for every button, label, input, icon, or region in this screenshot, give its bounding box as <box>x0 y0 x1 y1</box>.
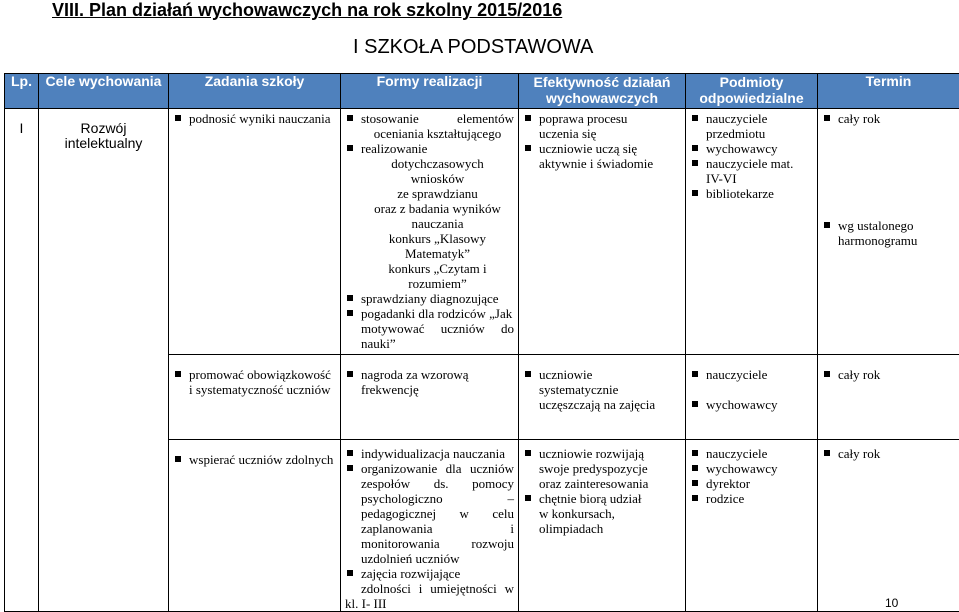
header-efektywnosc-line1: Efektywność działań <box>523 74 681 90</box>
cel-line2: intelektualny <box>43 136 164 151</box>
list-item: nauczyciele <box>690 367 813 382</box>
list-item: frekwencję <box>345 382 514 397</box>
list-item: kl. I- III <box>345 596 514 611</box>
list-item: nauczania <box>345 216 514 231</box>
list-item: w konkursach, <box>523 506 681 521</box>
list-item: i systematyczność uczniów <box>173 382 336 397</box>
list-item: dotychczasowych <box>345 156 514 171</box>
cel-cell <box>39 109 169 612</box>
header-row <box>5 74 959 109</box>
list-item: indywidualizacja nauczania <box>345 446 514 461</box>
header-podmioty-line2: odpowiedzialne <box>690 90 813 106</box>
list-item: pogadanki dla rodziców „Jak <box>345 306 514 321</box>
list-item: systematycznie <box>523 382 681 397</box>
list-item: zajęcia rozwijające <box>345 566 514 581</box>
termin-cell <box>818 440 959 612</box>
table-row <box>5 109 959 355</box>
header-efektywnosc-line2: wychowawczych <box>523 90 681 106</box>
header-podmioty-line1: Podmioty <box>690 74 813 90</box>
list-item: oraz zainteresowania <box>523 476 681 491</box>
list-item: uzdolnień uczniów <box>345 551 514 566</box>
list-item: uczęszczają na zajęcia <box>523 397 681 412</box>
list-item: zespołów ds. pomocy <box>345 476 514 491</box>
cel-line1: Rozwój <box>43 121 164 136</box>
list-item: wychowawcy <box>690 397 813 412</box>
list-item: cały rok <box>822 111 955 126</box>
page-number: 10 <box>885 596 898 610</box>
efektywnosc-cell <box>519 440 686 612</box>
list-item: realizowanie <box>345 141 514 156</box>
header-zadania: Zadania szkoły <box>169 74 341 109</box>
list-item: nauczyciele <box>690 111 813 126</box>
list-item: nauczyciele mat. <box>690 156 813 171</box>
termin-cell <box>818 109 959 355</box>
list-item: chętnie biorą udział <box>523 491 681 506</box>
list-item: ze sprawdzianu <box>345 186 514 201</box>
list-item: nauczyciele <box>690 446 813 461</box>
podmioty-cell <box>686 440 818 612</box>
header-efektywnosc <box>519 74 686 109</box>
podmioty-cell <box>686 355 818 440</box>
efektywnosc-cell <box>519 355 686 440</box>
formy-cell <box>341 440 519 612</box>
list-item: swoje predyspozycje <box>523 461 681 476</box>
list-item: uczniowie rozwijają <box>523 446 681 461</box>
list-item: cały rok <box>822 446 955 461</box>
zadanie-cell <box>169 355 341 440</box>
header-lp: Lp. <box>5 74 39 109</box>
formy-cell <box>341 355 519 440</box>
zadanie-cell <box>169 440 341 612</box>
list-item: uczniowie <box>523 367 681 382</box>
plan-table <box>4 73 959 612</box>
header-termin: Termin <box>818 74 959 109</box>
header-cele: Cele wychowania <box>39 74 169 109</box>
list-item: psychologiczno – <box>345 491 514 506</box>
list-item: dyrektor <box>690 476 813 491</box>
list-item: promować obowiązkowość <box>173 367 336 382</box>
list-item: IV-VI <box>690 171 813 186</box>
list-item: wniosków <box>345 171 514 186</box>
header-podmioty <box>686 74 818 109</box>
list-item: zdolności i umiejętności w <box>345 581 514 596</box>
list-item: wychowawcy <box>690 461 813 476</box>
list-item: aktywnie i świadomie <box>523 156 681 171</box>
list-item: monitorowania rozwoju <box>345 536 514 551</box>
header-formy: Formy realizacji <box>341 74 519 109</box>
list-item: motywować uczniów do <box>345 321 514 336</box>
list-item: stosowanie elementów <box>345 111 514 126</box>
podmioty-cell <box>686 109 818 355</box>
efektywnosc-cell <box>519 109 686 355</box>
zadanie-cell <box>169 109 341 355</box>
list-item: oraz z badania wyników <box>345 201 514 216</box>
list-item: pedagogicznej w celu <box>345 506 514 521</box>
list-item: uczenia się <box>523 126 681 141</box>
list-item: uczniowie uczą się <box>523 141 681 156</box>
list-item: cały rok <box>822 367 955 382</box>
list-item: rodzice <box>690 491 813 506</box>
formy-cell <box>341 109 519 355</box>
page-heading: VIII. Plan działań wychowawczych na rok szkolny 2015/2016 <box>52 0 562 21</box>
list-item: konkurs „Czytam i rozumiem” <box>345 261 514 291</box>
list-item: nagroda za wzorową <box>345 367 514 382</box>
section-title: I SZKOŁA PODSTAWOWA <box>353 36 593 59</box>
list-item: harmonogramu <box>822 233 955 248</box>
list-item: olimpiadach <box>523 521 681 536</box>
list-item: wychowawcy <box>690 141 813 156</box>
list-item: organizowanie dla uczniów <box>345 461 514 476</box>
list-item: konkurs „Klasowy Matematyk” <box>345 231 514 261</box>
termin-cell <box>818 355 959 440</box>
lp-cell: I <box>5 109 39 612</box>
list-item: oceniania kształtującego <box>345 126 514 141</box>
list-item: nauki” <box>345 336 514 351</box>
list-item: przedmiotu <box>690 126 813 141</box>
list-item: sprawdziany diagnozujące <box>345 291 514 306</box>
list-item: bibliotekarze <box>690 186 813 201</box>
list-item: poprawa procesu <box>523 111 681 126</box>
list-item: zaplanowania i <box>345 521 514 536</box>
list-item: podnosić wyniki nauczania <box>173 111 336 126</box>
list-item: wg ustalonego <box>822 218 955 233</box>
list-item: wspierać uczniów zdolnych <box>173 452 336 467</box>
